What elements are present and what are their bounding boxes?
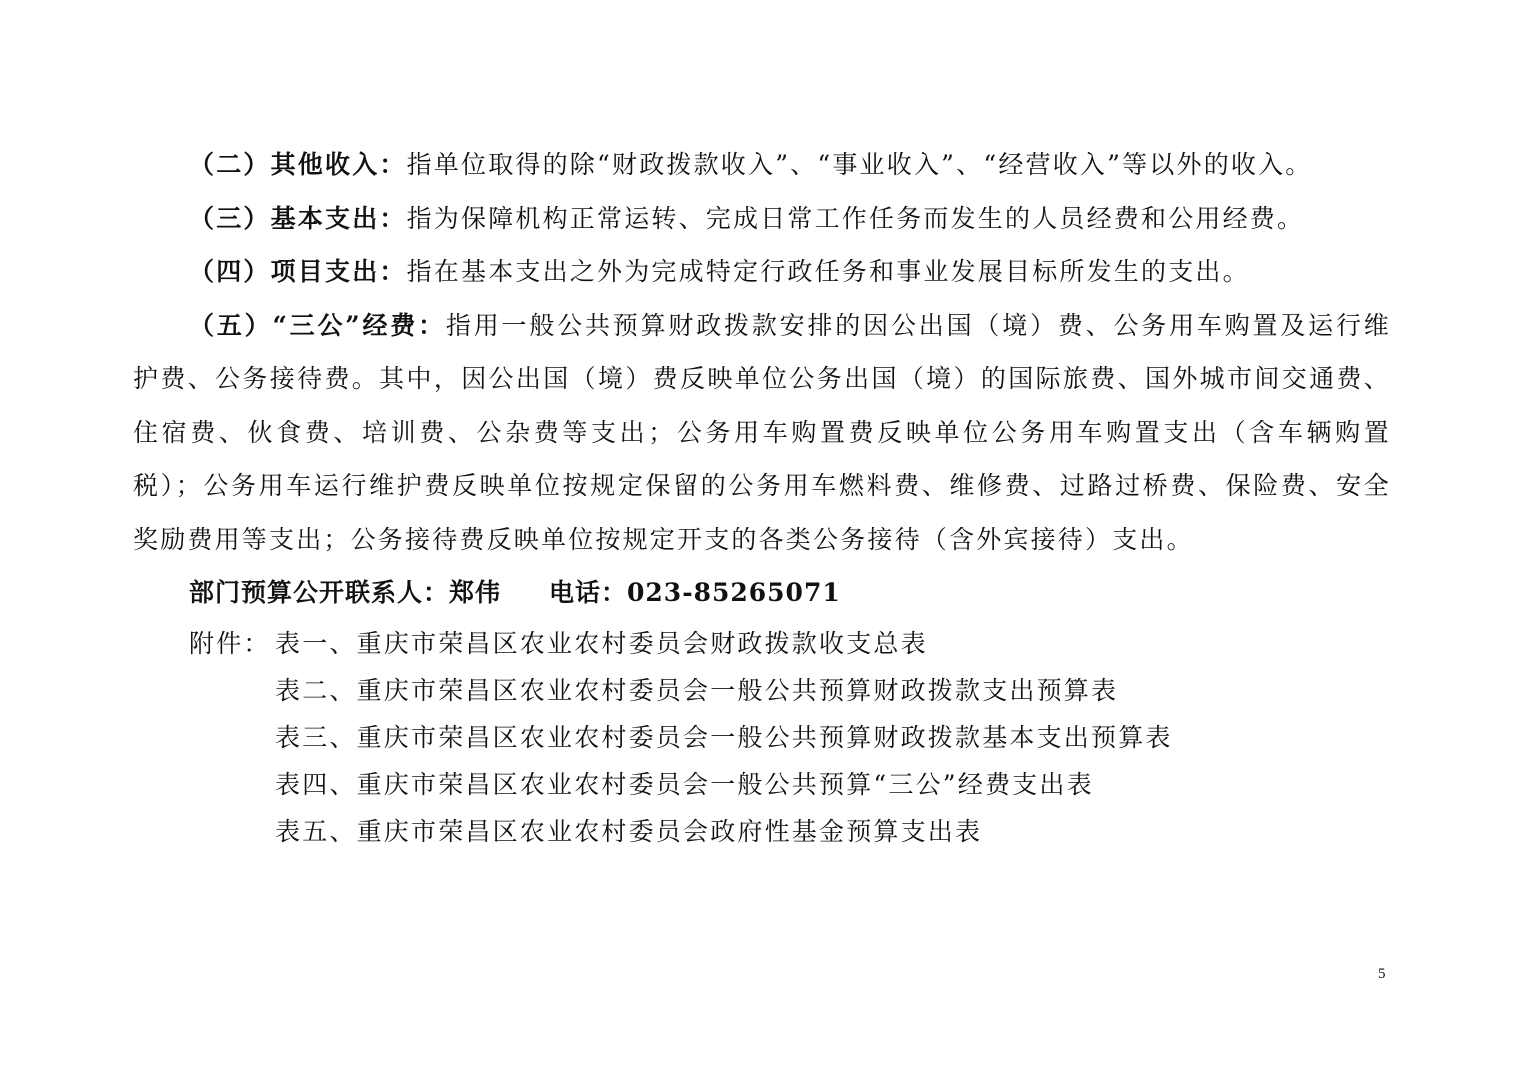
attachment-row xyxy=(189,714,1391,761)
attachment-item: 表三、重庆市荣昌区农业农村委员会一般公共预算财政拨款基本支出预算表 xyxy=(275,722,1173,752)
attachment-item: 表一、重庆市荣昌区农业农村委员会财政拨款收支总表 xyxy=(275,628,928,658)
attachment-item: 表四、重庆市荣昌区农业农村委员会一般公共预算“三公”经费支出表 xyxy=(275,769,1094,799)
term-basic-expenditure: （三）基本支出： xyxy=(189,203,407,233)
paragraph-three-public-funds xyxy=(133,299,1391,567)
term-other-income: （二）其他收入： xyxy=(189,150,407,179)
definition-three-public-funds: 指用一般公共预算财政拨款安排的因公出国（境）费、公务用车购置及运行维护费、公务接待费。其中，因公出国（境）费反映单位公务出国（境）的国际旅费、国外城市间交通费、住宿费、伙食费、培训费、公杂费等支出；公务用车购置费反映单位公务用车购置支出（含车辆购置税）；公务用车运行维护费反映单位按规定保留的公务用车燃料费、维修费、过路过桥费、保险费、安全奖励费用等支出；公务接待费反映单位按规定开支的各类公务接待（含外宾接待）支出。 xyxy=(133,310,1391,554)
attachment-row xyxy=(189,761,1391,808)
term-project-expenditure: （四）项目支出： xyxy=(189,257,407,286)
term-three-public-funds: （五）“三公”经费： xyxy=(189,310,446,340)
page-number: 5 xyxy=(1378,966,1386,982)
definition-project-expenditure: 指在基本支出之外为完成特定行政任务和事业发展目标所发生的支出。 xyxy=(406,257,1250,286)
attachments-label: 附件： xyxy=(189,628,271,658)
definition-other-income: 指单位取得的除“财政拨款收入”、“事业收入”、“经营收入”等以外的收入。 xyxy=(406,150,1313,179)
paragraph-basic-expenditure xyxy=(133,192,1391,246)
attachment-item: 表二、重庆市荣昌区农业农村委员会一般公共预算财政拨款支出预算表 xyxy=(275,675,1119,705)
paragraph-other-income xyxy=(133,138,1391,192)
attachments-list xyxy=(133,620,1391,855)
attachment-row xyxy=(189,667,1391,714)
page-body xyxy=(133,138,1391,855)
attachment-row xyxy=(189,808,1391,855)
contact-person: 部门预算公开联系人：郑伟 xyxy=(189,578,502,607)
attachment-item: 表五、重庆市荣昌区农业农村委员会政府性基金预算支出表 xyxy=(275,816,983,846)
definition-basic-expenditure: 指为保障机构正常运转、完成日常工作任务而发生的人员经费和公用经费。 xyxy=(406,203,1305,233)
paragraph-project-expenditure xyxy=(133,245,1391,299)
contact-phone: 电话：023-85265071 xyxy=(549,578,841,607)
attachment-row-first xyxy=(189,620,1391,667)
contact-line xyxy=(133,566,1391,620)
